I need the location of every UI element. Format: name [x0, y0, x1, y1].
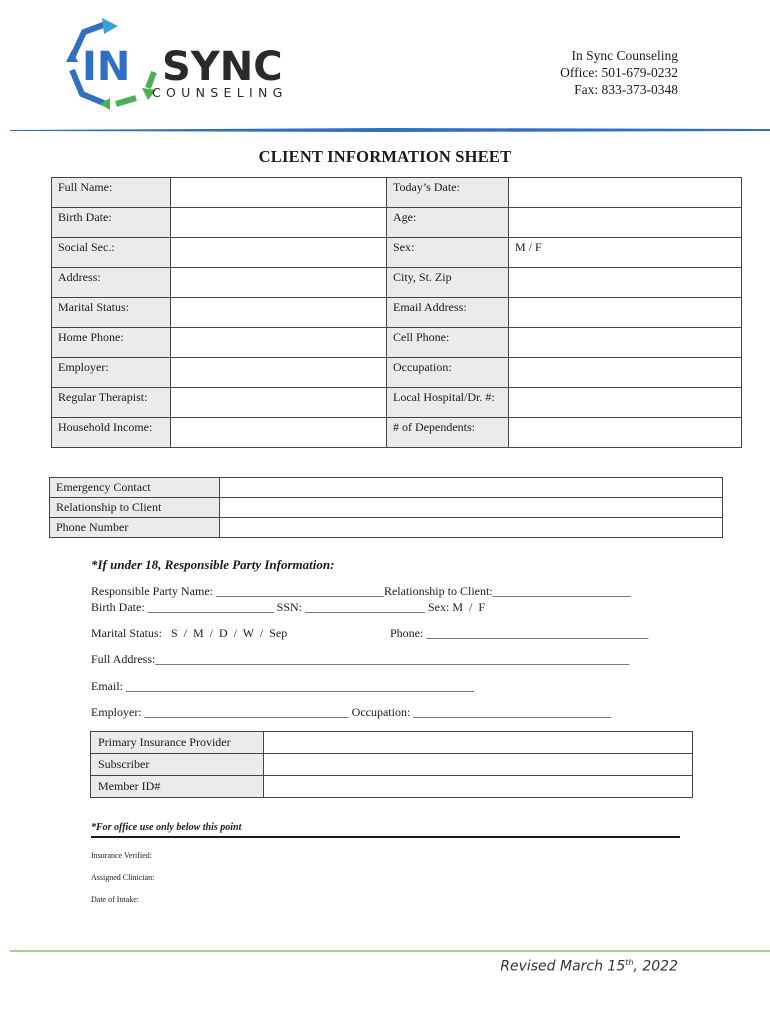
responsible-party-heading: *If under 18, Responsible Party Information:	[91, 557, 335, 572]
revision-date	[500, 958, 678, 975]
table-row	[50, 498, 723, 518]
info-label-right: Cell Phone:	[387, 328, 509, 358]
header-rule	[10, 127, 770, 133]
info-label-left: Address:	[52, 268, 171, 298]
info-field-left[interactable]	[171, 418, 387, 448]
insurance-verified-label: Insurance Verified:	[91, 851, 152, 860]
info-label-left: Marital Status:	[52, 298, 171, 328]
logo-tagline: COUNSELING	[152, 85, 288, 100]
table-row	[52, 178, 742, 208]
info-label-left: Social Sec.:	[52, 238, 171, 268]
office-phone: Office: 501-679-0232	[560, 65, 678, 80]
table-row	[50, 518, 723, 538]
subscriber-label: Subscriber	[91, 754, 264, 776]
member-id-field[interactable]	[264, 776, 693, 798]
info-label-left: Birth Date:	[52, 208, 171, 238]
info-label-right: Age:	[387, 208, 509, 238]
info-label-right: Email Address:	[387, 298, 509, 328]
relationship-field[interactable]	[220, 498, 723, 518]
info-field-left[interactable]	[171, 358, 387, 388]
insurance-provider-field[interactable]	[264, 732, 693, 754]
info-field-left[interactable]	[171, 208, 387, 238]
info-field-left[interactable]	[171, 328, 387, 358]
table-row	[52, 358, 742, 388]
table-row	[91, 754, 693, 776]
footer-rule	[10, 950, 770, 952]
info-field-left[interactable]	[171, 238, 387, 268]
info-label-left: Full Name:	[52, 178, 171, 208]
emergency-contact-label: Emergency Contact	[50, 478, 220, 498]
info-field-left[interactable]	[171, 298, 387, 328]
info-label-right: City, St. Zip	[387, 268, 509, 298]
fax-number: Fax: 833-373-0348	[574, 82, 678, 97]
rp-address-line[interactable]: Full Address:_______________________________________________________________________________	[91, 652, 630, 666]
info-label-right: Local Hospital/Dr. #:	[387, 388, 509, 418]
rp-birth-line[interactable]: Birth Date: _____________________ SSN: ____________________ Sex: M / F	[91, 600, 486, 614]
info-field-right[interactable]	[509, 178, 742, 208]
revision-year: , 2022	[633, 958, 678, 975]
revision-ordinal: th	[625, 958, 634, 967]
emergency-phone-label: Phone Number	[50, 518, 220, 538]
info-label-left: Home Phone:	[52, 328, 171, 358]
info-label-right: # of Dependents:	[387, 418, 509, 448]
table-row	[52, 388, 742, 418]
assigned-clinician-label: Assigned Clinician:	[91, 873, 155, 882]
subscriber-field[interactable]	[264, 754, 693, 776]
info-field-left[interactable]	[171, 388, 387, 418]
relationship-label: Relationship to Client	[50, 498, 220, 518]
info-field-right[interactable]	[509, 418, 742, 448]
info-field-left[interactable]	[171, 178, 387, 208]
org-name: In Sync Counseling	[571, 48, 678, 63]
page-title: CLIENT INFORMATION SHEET	[258, 147, 512, 166]
info-label-right: Today’s Date:	[387, 178, 509, 208]
insurance-table	[90, 731, 693, 798]
date-of-intake-label: Date of Intake:	[91, 895, 139, 904]
info-field-right[interactable]: M / F	[509, 238, 742, 268]
info-field-right[interactable]	[509, 328, 742, 358]
emergency-phone-field[interactable]	[220, 518, 723, 538]
logo-word-in: IN	[82, 44, 131, 90]
rp-name-line[interactable]: Responsible Party Name: ____________________________Relationship to Client:_______________________	[91, 584, 631, 598]
in-sync-logo	[66, 18, 316, 110]
table-row	[50, 478, 723, 498]
office-divider	[91, 836, 680, 838]
member-id-label: Member ID#	[91, 776, 264, 798]
rp-phone-line[interactable]: Phone: _____________________________________	[390, 626, 649, 640]
rp-employment-line[interactable]: Employer: __________________________________ Occupation: _________________________________	[91, 705, 612, 719]
info-field-right[interactable]	[509, 298, 742, 328]
rp-marital-line[interactable]: Marital Status: S / M / D / W / Sep	[91, 626, 288, 640]
info-field-right[interactable]	[509, 358, 742, 388]
info-field-left[interactable]	[171, 268, 387, 298]
office-use-heading: *For office use only below this point	[91, 822, 242, 833]
emergency-contact-field[interactable]	[220, 478, 723, 498]
table-row	[52, 208, 742, 238]
table-row	[52, 418, 742, 448]
emergency-contact-table	[49, 477, 723, 538]
info-label-right: Sex:	[387, 238, 509, 268]
logo-word-sync: SYNC	[162, 44, 283, 90]
table-row	[91, 776, 693, 798]
revision-prefix: Revised March 15	[500, 958, 626, 975]
info-label-left: Employer:	[52, 358, 171, 388]
table-row	[91, 732, 693, 754]
table-row	[52, 328, 742, 358]
info-field-right[interactable]	[509, 268, 742, 298]
rp-email-line[interactable]: Email: __________________________________________________________	[91, 679, 474, 693]
table-row	[52, 298, 742, 328]
contact-block	[560, 47, 678, 98]
table-row	[52, 238, 742, 268]
info-label-left: Household Income:	[52, 418, 171, 448]
info-field-right[interactable]	[509, 208, 742, 238]
info-label-right: Occupation:	[387, 358, 509, 388]
table-row	[52, 268, 742, 298]
insurance-provider-label: Primary Insurance Provider	[91, 732, 264, 754]
info-field-right[interactable]	[509, 388, 742, 418]
info-label-left: Regular Therapist:	[52, 388, 171, 418]
client-info-table	[51, 177, 742, 448]
